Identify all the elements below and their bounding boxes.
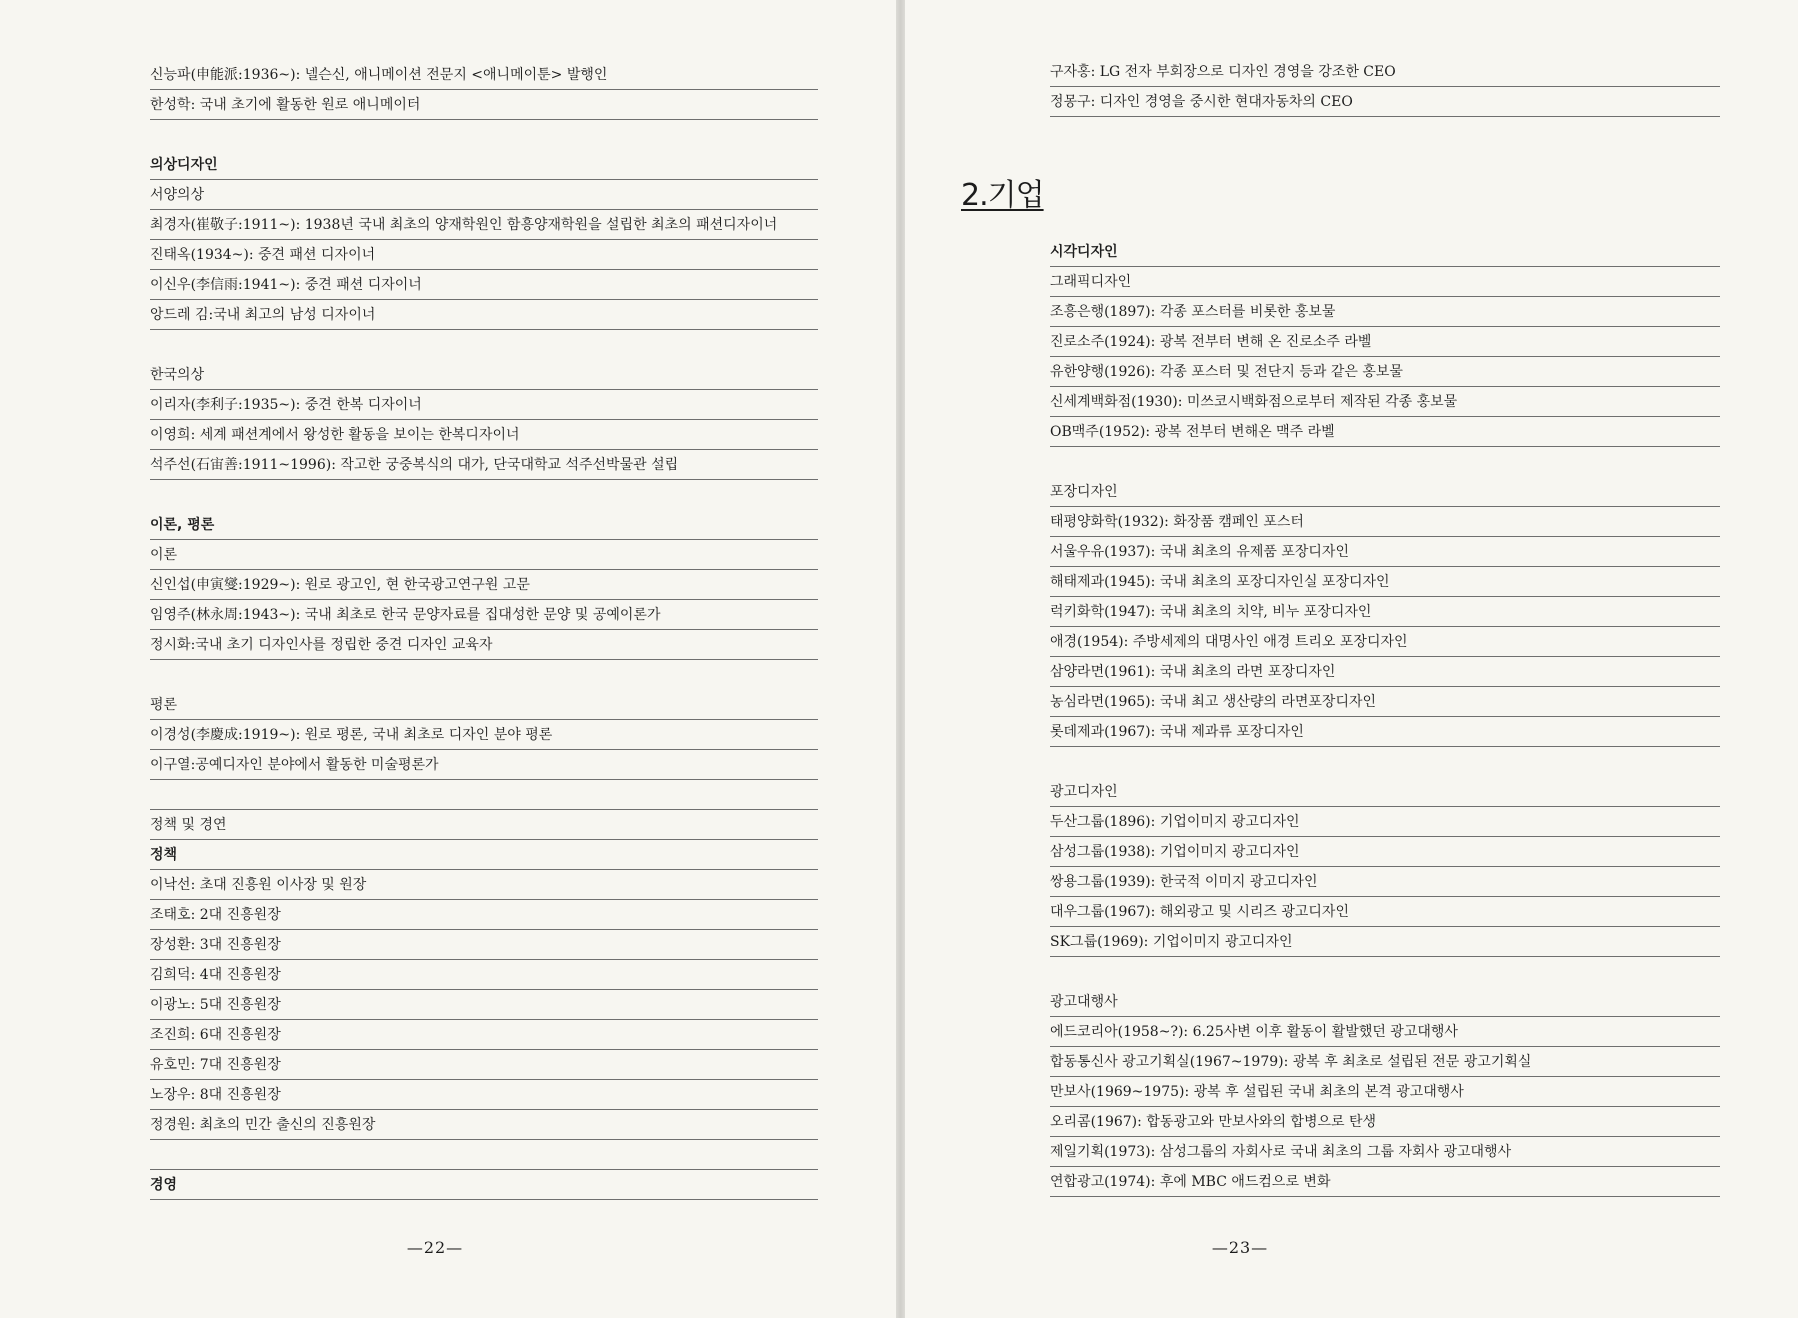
- spacer: [150, 330, 818, 360]
- subsection-heading: 평론: [150, 690, 818, 720]
- spacer: [150, 780, 818, 810]
- list-entry: 진태옥(1934~): 중견 패션 디자이너: [150, 240, 818, 270]
- section-heading: 경영: [150, 1170, 818, 1200]
- subsection-heading: 광고대행사: [1050, 987, 1720, 1017]
- list-entry: 롯데제과(1967): 국내 제과류 포장디자인: [1050, 717, 1720, 747]
- left-page-list: [150, 60, 818, 1200]
- page-number-left: —22—: [406, 1238, 464, 1257]
- list-entry: 오리콤(1967): 합동광고와 만보사와의 합병으로 탄생: [1050, 1107, 1720, 1137]
- list-entry: SK그룹(1969): 기업이미지 광고디자인: [1050, 927, 1720, 957]
- list-entry: 앙드레 김:국내 최고의 남성 디자이너: [150, 300, 818, 330]
- list-entry: 신능파(申能派:1936~): 넬슨신, 애니메이션 전문지 <애니메이툰> 발행인: [150, 60, 818, 90]
- list-entry: 임영주(林永周:1943~): 국내 최초로 한국 문양자료를 집대성한 문양 및 공예이론가: [150, 600, 818, 630]
- spacer: [1050, 447, 1720, 477]
- list-entry: 애경(1954): 주방세제의 대명사인 애경 트리오 포장디자인: [1050, 627, 1720, 657]
- list-entry: 쌍용그룹(1939): 한국적 이미지 광고디자인: [1050, 867, 1720, 897]
- list-entry: 조흥은행(1897): 각종 포스터를 비롯한 홍보물: [1050, 297, 1720, 327]
- spacer: [150, 480, 818, 510]
- section-heading: 이론, 평론: [150, 510, 818, 540]
- list-entry: 김희덕: 4대 진흥원장: [150, 960, 818, 990]
- list-entry: 이신우(李信雨:1941~): 중견 패션 디자이너: [150, 270, 818, 300]
- list-entry: 조태호: 2대 진흥원장: [150, 900, 818, 930]
- list-entry: 삼성그룹(1938): 기업이미지 광고디자인: [1050, 837, 1720, 867]
- list-entry: 이리자(李利子:1935~): 중견 한복 디자이너: [150, 390, 818, 420]
- list-entry: 유호민: 7대 진흥원장: [150, 1050, 818, 1080]
- list-entry: 이영희: 세계 패션계에서 왕성한 활동을 보이는 한복디자이너: [150, 420, 818, 450]
- list-entry: 정시화:국내 초기 디자인사를 정립한 중견 디자인 교육자: [150, 630, 818, 660]
- list-entry: 제일기획(1973): 삼성그룹의 자회사로 국내 최초의 그룹 자회사 광고대행사: [1050, 1137, 1720, 1167]
- list-entry: 노장우: 8대 진흥원장: [150, 1080, 818, 1110]
- list-entry: 신인섭(申寅燮:1929~): 원로 광고인, 현 한국광고연구원 고문: [150, 570, 818, 600]
- spacer: [1050, 957, 1720, 987]
- list-entry: 석주선(石宙善:1911~1996): 작고한 궁중복식의 대가, 단국대학교 석주선박물관 설립: [150, 450, 818, 480]
- list-entry: 에드코리아(1958~?): 6.25사변 이후 활동이 활발했던 광고대행사: [1050, 1017, 1720, 1047]
- section-heading: 정책: [150, 840, 818, 870]
- right-page-top-list: [1050, 57, 1720, 117]
- list-entry: 서울우유(1937): 국내 최초의 유제품 포장디자인: [1050, 537, 1720, 567]
- list-entry: 이경성(李慶成:1919~): 원로 평론, 국내 최초로 디자인 분야 평론: [150, 720, 818, 750]
- right-page: [905, 0, 1798, 1318]
- list-entry: 최경자(崔敬子:1911~): 1938년 국내 최초의 양재학원인 함흥양재학원을 설립한 최초의 패션디자이너: [150, 210, 818, 240]
- subsection-heading: 한국의상: [150, 360, 818, 390]
- left-page: [0, 0, 896, 1318]
- list-entry: 이낙선: 초대 진흥원 이사장 및 원장: [150, 870, 818, 900]
- book-gutter: [896, 0, 905, 1318]
- list-entry: 농심라면(1965): 국내 최고 생산량의 라면포장디자인: [1050, 687, 1720, 717]
- spacer: [150, 1140, 818, 1170]
- subsection-heading: 그래픽디자인: [1050, 267, 1720, 297]
- section-heading: 정책 및 경연: [150, 810, 818, 840]
- list-entry: 유한양행(1926): 각종 포스터 및 전단지 등과 같은 홍보물: [1050, 357, 1720, 387]
- list-entry: 진로소주(1924): 광복 전부터 변해 온 진로소주 라벨: [1050, 327, 1720, 357]
- subsection-heading: 서양의상: [150, 180, 818, 210]
- list-entry: 연합광고(1974): 후에 MBC 애드컴으로 변화: [1050, 1167, 1720, 1197]
- subsection-heading: 광고디자인: [1050, 777, 1720, 807]
- chapter-title: 2.기업: [961, 178, 1044, 213]
- list-entry: 한성학: 국내 초기에 활동한 원로 애니메이터: [150, 90, 818, 120]
- list-entry: 대우그룹(1967): 해외광고 및 시리즈 광고디자인: [1050, 897, 1720, 927]
- right-page-list: [1050, 237, 1720, 1197]
- section-heading: 시각디자인: [1050, 237, 1720, 267]
- list-entry: 합동통신사 광고기획실(1967~1979): 광복 후 최초로 설립된 전문 광고기획실: [1050, 1047, 1720, 1077]
- list-entry: 이구열:공예디자인 분야에서 활동한 미술평론가: [150, 750, 818, 780]
- list-entry: 두산그룹(1896): 기업이미지 광고디자인: [1050, 807, 1720, 837]
- subsection-heading: 포장디자인: [1050, 477, 1720, 507]
- list-entry: OB맥주(1952): 광복 전부터 변해온 맥주 라벨: [1050, 417, 1720, 447]
- page-number-right: —23—: [1211, 1238, 1269, 1257]
- spacer: [1050, 747, 1720, 777]
- list-entry: 정몽구: 디자인 경영을 중시한 현대자동차의 CEO: [1050, 87, 1720, 117]
- list-entry: 구자홍: LG 전자 부회장으로 디자인 경영을 강조한 CEO: [1050, 57, 1720, 87]
- section-heading: 의상디자인: [150, 150, 818, 180]
- list-entry: 이광노: 5대 진흥원장: [150, 990, 818, 1020]
- list-entry: 장성환: 3대 진흥원장: [150, 930, 818, 960]
- list-entry: 정경원: 최초의 민간 출신의 진흥원장: [150, 1110, 818, 1140]
- spacer: [150, 120, 818, 150]
- list-entry: 삼양라면(1961): 국내 최초의 라면 포장디자인: [1050, 657, 1720, 687]
- list-entry: 해태제과(1945): 국내 최초의 포장디자인실 포장디자인: [1050, 567, 1720, 597]
- list-entry: 태평양화학(1932): 화장품 캠페인 포스터: [1050, 507, 1720, 537]
- list-entry: 신세계백화점(1930): 미쓰코시백화점으로부터 제작된 각종 홍보물: [1050, 387, 1720, 417]
- list-entry: 만보사(1969~1975): 광복 후 설립된 국내 최초의 본격 광고대행사: [1050, 1077, 1720, 1107]
- list-entry: 럭키화학(1947): 국내 최초의 치약, 비누 포장디자인: [1050, 597, 1720, 627]
- spacer: [150, 660, 818, 690]
- list-entry: 조진희: 6대 진흥원장: [150, 1020, 818, 1050]
- subsection-heading: 이론: [150, 540, 818, 570]
